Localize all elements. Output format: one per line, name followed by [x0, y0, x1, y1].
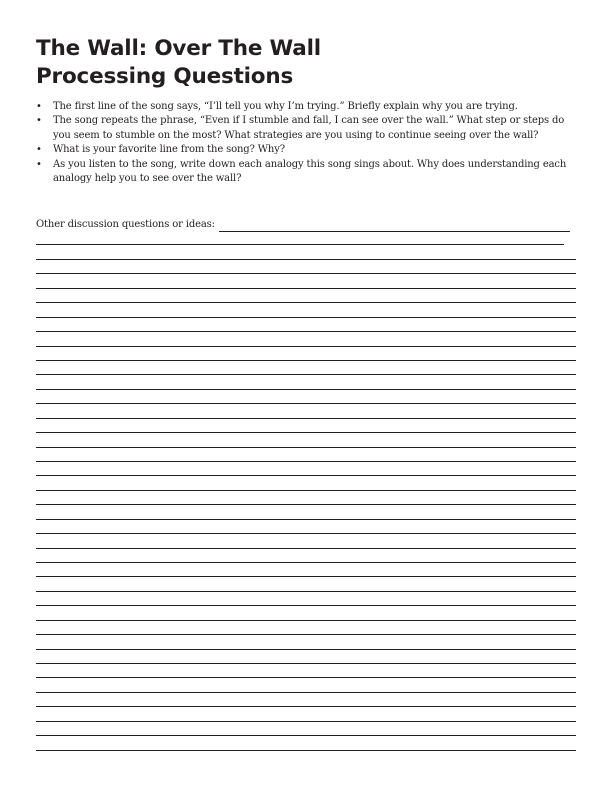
answer-line[interactable] [36, 374, 576, 375]
other-questions-row [36, 218, 570, 232]
answer-line[interactable] [36, 331, 576, 332]
answer-line[interactable] [36, 360, 576, 361]
question-list [36, 100, 576, 186]
bullet-icon: • [36, 158, 42, 170]
other-questions-label: Other discussion questions or ideas: [36, 219, 215, 230]
answer-line[interactable] [36, 721, 576, 722]
question-item [36, 143, 576, 157]
answer-line[interactable] [36, 649, 576, 650]
answer-line[interactable] [36, 735, 576, 736]
answer-line[interactable] [36, 519, 576, 520]
bullet-icon: • [36, 115, 42, 127]
question-item [36, 114, 576, 143]
answer-line[interactable] [36, 432, 576, 433]
answer-line[interactable] [36, 244, 564, 245]
title-line-1: The Wall: Over The Wall [36, 36, 321, 61]
answer-line[interactable] [36, 706, 576, 707]
question-text: The song repeats the phrase, “Even if I stumble and fall, I can see over the wall.” What step or steps do you seem to stumble on the most? What strategies are you using to continue seeing over the wall? [53, 115, 565, 141]
answer-line[interactable] [36, 692, 576, 693]
answer-line[interactable] [36, 620, 576, 621]
answer-line[interactable] [36, 418, 576, 419]
question-item [36, 100, 576, 114]
answer-line[interactable] [36, 288, 576, 289]
answer-line[interactable] [36, 389, 576, 390]
answer-line[interactable] [36, 533, 576, 534]
answer-line[interactable] [36, 677, 576, 678]
answer-line[interactable] [36, 663, 576, 664]
answer-line[interactable] [36, 346, 576, 347]
answer-line[interactable] [36, 475, 576, 476]
bullet-icon: • [36, 144, 42, 156]
answer-line[interactable] [219, 219, 570, 232]
answer-line[interactable] [36, 605, 576, 606]
bullet-icon: • [36, 101, 42, 112]
answer-line[interactable] [36, 750, 576, 751]
question-item [36, 158, 576, 187]
title-line-2: Processing Questions [36, 64, 294, 89]
answer-line[interactable] [36, 504, 576, 505]
answer-line[interactable] [36, 447, 576, 448]
answer-line[interactable] [36, 259, 576, 260]
answer-line[interactable] [36, 273, 576, 274]
question-text: The first line of the song says, “I’ll tell you why I’m trying.” Briefly explain why you are trying. [53, 101, 518, 112]
answer-line[interactable] [36, 490, 576, 491]
answer-line[interactable] [36, 317, 576, 318]
answer-line[interactable] [36, 403, 576, 404]
answer-line[interactable] [36, 562, 576, 563]
answer-line[interactable] [36, 591, 576, 592]
answer-line[interactable] [36, 302, 576, 303]
answer-line[interactable] [36, 548, 576, 549]
answer-line[interactable] [36, 634, 576, 635]
answer-line[interactable] [36, 461, 576, 462]
answer-line[interactable] [36, 576, 576, 577]
question-text: As you listen to the song, write down each analogy this song sings about. Why does understanding each analogy help you to see over the wall? [53, 158, 567, 185]
question-text: What is your favorite line from the song? Why? [53, 144, 285, 156]
page-title [36, 35, 321, 91]
